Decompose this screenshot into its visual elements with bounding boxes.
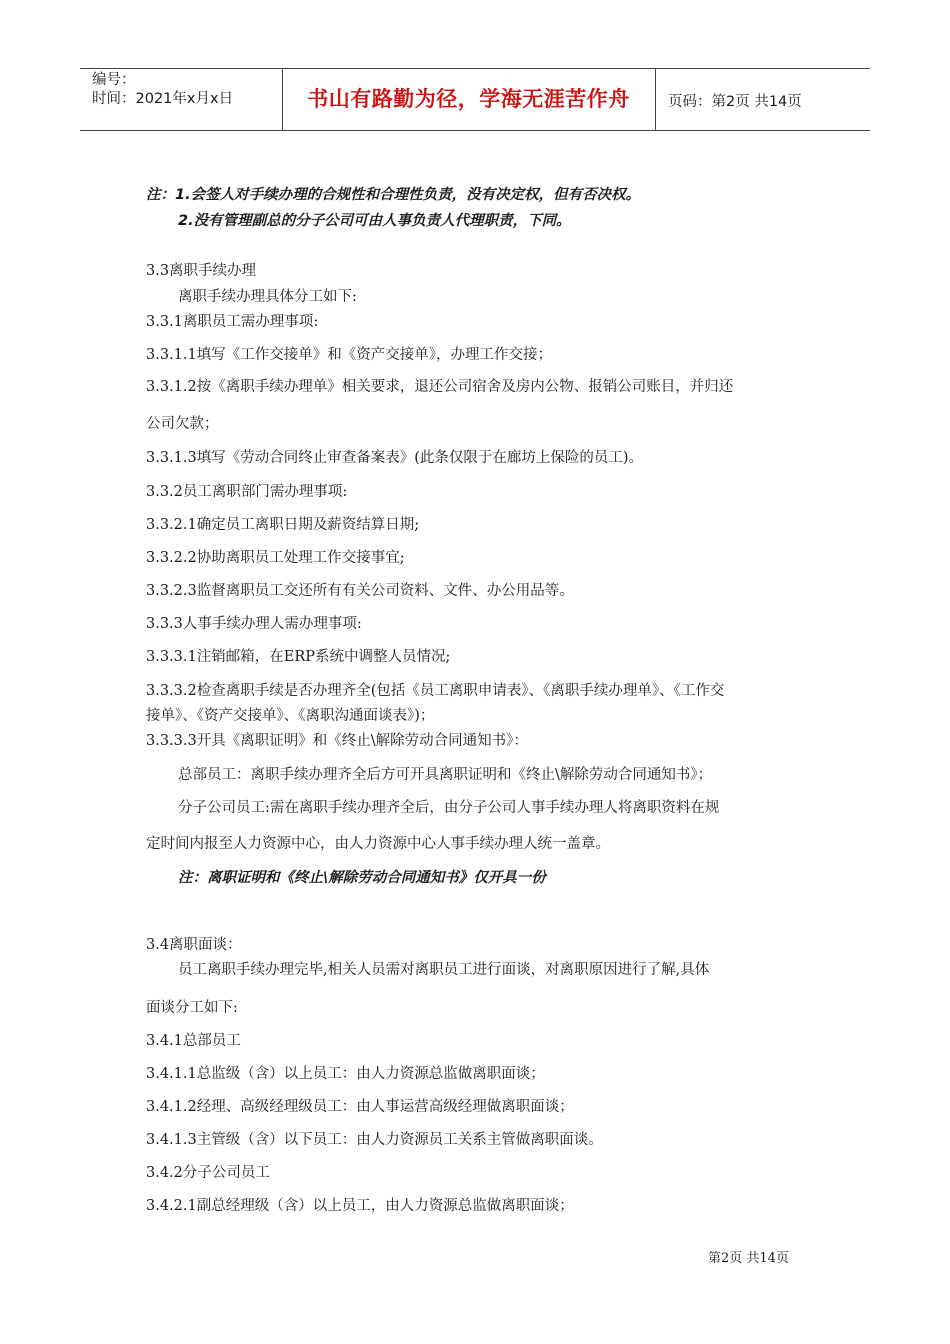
subsection-heading: 3.3.3人事手续办理人需办理事项:	[146, 616, 362, 632]
header-meta	[92, 71, 233, 109]
paragraph: 员工离职手续办理完毕,相关人员需对离职员工进行面谈，对离职原因进行了解,具体	[178, 962, 710, 978]
header-divider-right	[655, 69, 656, 130]
list-item: 3.4.1.3主管级（含）以下员工：由人力资源员工关系主管做离职面谈。	[146, 1132, 603, 1148]
list-item: 3.3.2.1确定员工离职日期及薪资结算日期;	[146, 517, 420, 533]
note-3: 注：离职证明和《终止\解除劳动合同通知书》仅开具一份	[178, 870, 546, 886]
paragraph-continuation: 面谈分工如下:	[146, 1000, 238, 1016]
paragraph: 离职手续办理具体分工如下:	[178, 289, 357, 305]
time-label: 时间：2021年x月x日	[92, 91, 234, 107]
page-footer: 第2页 共14页	[708, 1251, 789, 1266]
list-item: 3.3.1.3填写《劳动合同终止审查备案表》(此条仅限于在廊坊上保险的员工)。	[146, 450, 644, 466]
list-item: 3.3.2.3监督离职员工交还所有有关公司资料、文件、办公用品等。	[146, 583, 574, 599]
list-item: 3.4.1.2经理、高级经理级员工：由人事运营高级经理做离职面谈；	[146, 1099, 574, 1115]
subsection-heading: 3.3.2员工离职部门需办理事项:	[146, 484, 348, 500]
note-2: 2.没有管理副总的分子公司可由人事负责人代理职责，下同。	[178, 213, 571, 229]
page-header	[80, 68, 870, 131]
list-item: 3.3.1.2按《离职手续办理单》相关要求，退还公司宿舍及房内公物、报销公司账目，并归还	[146, 379, 734, 395]
section-heading: 3.3离职手续办理	[146, 263, 257, 279]
list-item: 3.3.2.2协助离职员工处理工作交接事宜;	[146, 550, 405, 566]
list-item-continuation: 接单》、《资产交接单》、《离职沟通面谈表》)；	[146, 708, 435, 724]
header-slogan: 书山有路勤为径，学海无涯苦作舟	[307, 87, 630, 111]
subsection-heading: 3.4.2分子公司员工	[146, 1165, 270, 1181]
subsection-heading: 3.3.1离职员工需办理事项:	[146, 314, 319, 330]
note-1: 注：1.会签人对手续办理的合规性和合理性负责，没有决定权，但有否决权。	[146, 187, 641, 203]
section-heading: 3.4离职面谈：	[146, 937, 242, 953]
list-item: 3.4.2.1副总经理级（含）以上员工，由人力资源总监做离职面谈；	[146, 1198, 574, 1214]
list-item: 3.3.3.1注销邮箱，在ERP系统中调整人员情况;	[146, 649, 451, 665]
subsection-heading: 3.4.1总部员工	[146, 1033, 241, 1049]
code-label: 编号：	[92, 72, 136, 88]
header-page-number: 页码：第2页 共14页	[668, 94, 802, 110]
paragraph-continuation: 定时间内报至人力资源中心，由人力资源中心人事手续办理人统一盖章。	[146, 836, 610, 852]
paragraph: 总部员工：离职手续办理齐全后方可开具离职证明和《终止\解除劳动合同通知书》；	[178, 767, 713, 783]
list-item: 3.3.1.1填写《工作交接单》和《资产交接单》，办理工作交接；	[146, 347, 552, 363]
list-item: 3.3.3.2检查离职手续是否办理齐全(包括《员工离职申请表》、《离职手续办理单》、《工作交	[146, 683, 725, 699]
list-item: 3.4.1.1总监级（含）以上员工：由人力资源总监做离职面谈；	[146, 1066, 545, 1082]
list-item: 3.3.3.3开具《离职证明》和《终止\解除劳动合同通知书》：	[146, 733, 528, 749]
list-item-continuation: 公司欠款；	[146, 416, 219, 432]
paragraph: 分子公司员工:需在离职手续办理齐全后，由分子公司人事手续办理人将离职资料在规	[178, 800, 720, 816]
